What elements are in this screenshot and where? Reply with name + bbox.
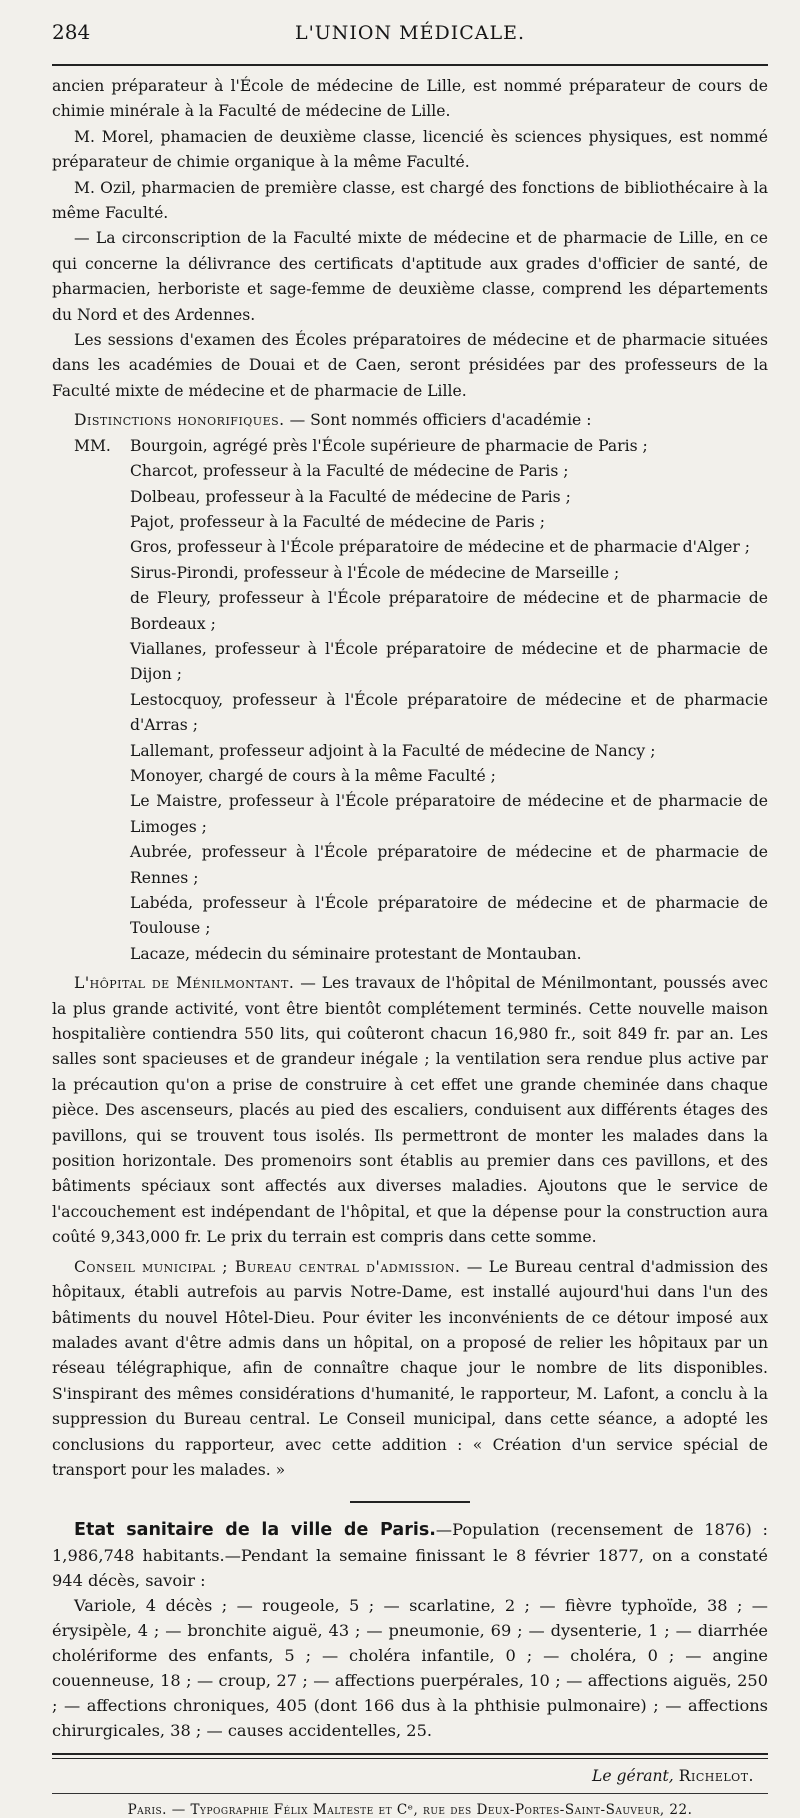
hopital-heading: L'hôpital de Ménilmontant. (74, 974, 295, 993)
list-item: Labéda, professeur à l'École préparatoire de médecine et de pharmacie de Toulouse ; (130, 894, 768, 938)
sanitaire-population: —Population (recensement de 1876) : 1,986,748 habitants.—Pendant la semaine finissant le 8 février 1877, on a constaté 944 décès, savoir : (52, 1520, 768, 1591)
list-item: Lacaze, médecin du séminaire protestant de Montauban. (130, 944, 582, 963)
footer-rule-thin (52, 1758, 768, 1759)
list-item: Lestocquoy, professeur à l'École préparatoire de médecine et de pharmacie d'Arras ; (130, 690, 768, 735)
conseil-text: — Le Bureau central d'admission des hôpitaux, établi autrefois au parvis Notre-Dame, est installé aujourd'hui dans l'un des bâtiments du nouvel Hôtel-Dieu. Pour éviter les inconvénients de ce détour imposé aux malades avant d'être admis dans un hôpital, on a proposé de relier les hôpitaux par un réseau télégraphique, afin de connaître chaque jour le nombre de lits disponibles. S'inspirant des mêmes considérations d'humanité, le rapporteur, M. Lafont, a conclu à la suppression du Bureau central. Le Conseil municipal, dans cette séance, a adopté les conclusions du rapporteur, avec cette addition : « Création d'un service spécial de transport pour les malades. » (52, 1257, 768, 1479)
list-item: Monoyer, chargé de cours à la même Faculté ; (130, 766, 496, 785)
paragraph-hopital (52, 971, 768, 1250)
sanitaire-section (52, 1517, 768, 1743)
article-body (52, 74, 768, 1483)
imprint: Paris. — Typographie Félix Malteste et Cᵉ, rue des Deux-Portes-Saint-Sauveur, 22. (127, 1802, 693, 1818)
distinctions-intro: — Sont nommés officiers d'académie : (289, 411, 592, 430)
gerant-label: Le gérant, (592, 1767, 674, 1786)
footer-rule (52, 1753, 768, 1755)
paragraph-sessions: Les sessions d'examen des Écoles préparatoires de médecine et de pharmacie situées dans les académies de Douai et de Caen, seront présidées par des professeurs de la Faculté mixte de médecine et de pharmacie de Lille. (52, 331, 768, 400)
imprint-rule (52, 1793, 768, 1794)
list-item: Gros, professeur à l'École préparatoire de médecine et de pharmacie d'Alger ; (130, 538, 751, 557)
hopital-text: — Les travaux de l'hôpital de Ménilmontant, poussés avec la plus grande activité, vont être bientôt complétement terminés. Cette nouvelle maison hospitalière contiendra 550 lits, qui coûteront chacun 16,980 fr., soit 849 fr. par an. Les salles sont spacieuses et de grandeur inégale ; la ventilation sera rendue plus active par la précaution qu'on a prise de construire à cet effet une grande cheminée dans chaque pièce. Des ascenseurs, placés au pied des escaliers, conduisent aux différents étages des pavillons, qui se trouvent tous isolés. Ils permettront de monter les malades dans la position horizontale. Des promenoirs sont établis au premier dans ces pavillons, et des bâtiments spéciaux sont affectés aux diverses maladies. Ajoutons que le service de l'accouchement est indépendant de l'hôpital, et que la dépense pour la construction aura coûté 9,343,000 fr. Le prix du terrain est compris dans cette somme. (52, 974, 768, 1247)
list-item: MM. Bourgoin, agrégé près l'École supérieure de pharmacie de Paris ; (52, 434, 768, 459)
paragraph-conseil (52, 1255, 768, 1484)
paragraph-preparateur: ancien préparateur à l'École de médecine de Lille, est nommé préparateur de cours de chimie minérale à la Faculté de médecine de Lille. (52, 77, 768, 121)
distinctions-list (52, 434, 768, 968)
gerant-name: Richelot. (678, 1767, 754, 1786)
conseil-heading: Conseil municipal ; Bureau central d'admission. (74, 1257, 461, 1276)
paragraph-ozil: M. Ozil, pharmacien de première classe, est chargé des fonctions de bibliothécaire à la même Faculté. (52, 178, 768, 223)
list-item: Viallanes, professeur à l'École préparatoire de médecine et de pharmacie de Dijon ; (130, 639, 768, 684)
list-item: Aubrée, professeur à l'École préparatoire de médecine et de pharmacie de Rennes ; (130, 843, 768, 887)
page-number: 284 (52, 20, 91, 44)
list-item: de Fleury, professeur à l'École préparatoire de médecine et de pharmacie de Bordeaux ; (130, 589, 768, 633)
distinctions-heading-line (52, 408, 768, 433)
page-header (52, 20, 768, 60)
running-head: L'UNION MÉDICALE. (294, 22, 526, 44)
list-item: Lallemant, professeur adjoint à la Faculté de médecine de Nancy ; (130, 741, 656, 760)
list-item: Pajot, professeur à la Faculté de médecine de Paris ; (130, 512, 546, 531)
gerant-line (52, 1767, 768, 1785)
mm-label: MM. (74, 436, 111, 455)
header-rule (52, 64, 768, 66)
list-item: Le Maistre, professeur à l'École préparatoire de médecine et de pharmacie de Limoges ; (130, 792, 768, 836)
sanitaire-details: Variole, 4 décès ; — rougeole, 5 ; — scarlatine, 2 ; — fièvre typhoïde, 38 ; — érysipèle, 4 ; — bronchite aiguë, 43 ; — pneumonie, 69 ; — dysenterie, 1 ; — diarrhée cholériforme des enfants, 5 ; — choléra infantile, 0 ; — choléra, 0 ; — angine couenneuse, 18 ; — croup, 27 ; — affections puerpérales, 10 ; — affections aiguës, 250 ; — affections chroniques, 405 (dont 166 dus à la phthisie pulmonaire) ; — affections chirurgicales, 38 ; — causes accidentelles, 25. (52, 1596, 768, 1741)
paragraph-circonscription: — La circonscription de la Faculté mixte de médecine et de pharmacie de Lille, en ce qui concerne la délivrance des certificats d'aptitude aux grades d'officier de santé, de pharmacien, herboriste et sage-femme de deuxième classe, comprend les départements du Nord et des Ardennes. (52, 229, 768, 324)
sanitaire-intro (52, 1517, 768, 1593)
list-item: Charcot, professeur à la Faculté de médecine de Paris ; (130, 462, 569, 481)
list-item: Dolbeau, professeur à la Faculté de médecine de Paris ; (130, 487, 571, 506)
distinctions-heading: Distinctions honorifiques. (74, 411, 285, 430)
list-item: Sirus-Pirondi, professeur à l'École de médecine de Marseille ; (130, 563, 620, 582)
sanitaire-heading: Etat sanitaire de la ville de Paris. (74, 1520, 436, 1541)
paragraph-morel: M. Morel, phamacien de deuxième classe, licencié ès sciences physiques, est nommé préparateur de chimie organique à la même Faculté. (52, 127, 768, 172)
section-divider (350, 1501, 470, 1503)
